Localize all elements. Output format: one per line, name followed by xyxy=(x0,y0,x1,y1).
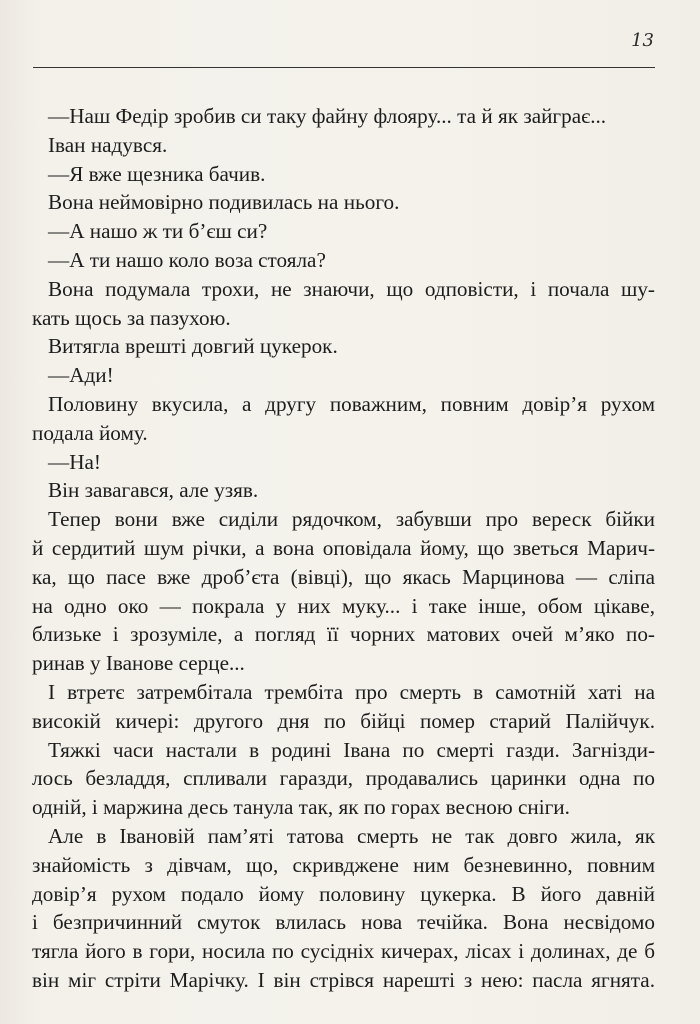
text-line: і безпричинний смуток влилась нова течійка. Вона несвідомо xyxy=(32,910,655,935)
text-line: високій кичері: другого дня по бійці помер старий Палійчук. xyxy=(32,708,655,733)
text-line: одній, і маржина десь танула так, як по горах весною сніги. xyxy=(32,795,570,820)
text-line: Витягла врешті довгий цукерок. xyxy=(48,334,338,359)
text-line: Вона неймовірно подивилась на нього. xyxy=(48,190,400,215)
text-line: —Наш Федір зробив си таку файну флояру... та й як зайграє... xyxy=(48,104,607,128)
text-line: знайомість з дівчам, що, скривджене ним безневинно, повним xyxy=(32,852,655,877)
text-line: кать щось за пазухою. xyxy=(32,305,231,330)
header-rule xyxy=(33,67,655,68)
body-text xyxy=(32,102,655,995)
text-line: —На! xyxy=(48,449,101,474)
text-line: —А нашо ж ти б’єш си? xyxy=(48,219,268,244)
text-line: —Я вже щезника бачив. xyxy=(48,161,266,186)
text-line: ка, що пасе вже дроб’єта (вівці), що якась Марцинова — сліпа xyxy=(32,564,655,589)
text-line: ринав у Іванове серце... xyxy=(32,651,245,676)
text-line: —Ади! xyxy=(48,363,114,388)
text-line: Тепер вони вже сиділи рядочком, забувши про вереск бійки xyxy=(48,507,655,532)
text-line: лось безладдя, спливали гаразди, продавались царинки одна по xyxy=(32,766,655,791)
text-line: І втретє затрембітала трембіта про смерть в самотній хаті на xyxy=(48,679,655,704)
text-line: подала йому. xyxy=(32,420,148,445)
text-line: на одно око — покрала у них муку... і таке інше, обом цікаве, xyxy=(32,593,655,618)
text-line: довір’я рухом подало йому половину цукерка. В його давній xyxy=(32,881,655,906)
text-line: він міг стріти Марічку. І він стрівся нарешті з нею: пасла ягнята. xyxy=(32,967,655,992)
text-line: близьке і зрозуміле, а погляд її чорних матових очей м’яко по- xyxy=(32,622,655,647)
text-line: Іван надувся. xyxy=(48,132,168,157)
text-line: Половину вкусила, а другу поважним, повним довір’я рухом xyxy=(48,391,655,416)
text-line: й сердитий шум річки, а вона оповідала йому, що зветься Марич- xyxy=(32,535,655,560)
text-line: Але в Івановій пам’яті татова смерть не так довго жила, як xyxy=(48,823,655,848)
text-line: Тяжкі часи настали в родині Івана по смерті газди. Загнізди- xyxy=(48,737,655,762)
text-line: тягла його в гори, носила по сусідніх кичерах, лісах і долинах, де б xyxy=(32,939,655,964)
text-line: Вона подумала трохи, не знаючи, що одповісти, і почала шу- xyxy=(48,276,655,301)
text-line: Він завагався, але узяв. xyxy=(48,478,259,503)
page-number: 13 xyxy=(631,30,654,51)
text-line: —А ти нашо коло воза стояла? xyxy=(48,247,326,272)
